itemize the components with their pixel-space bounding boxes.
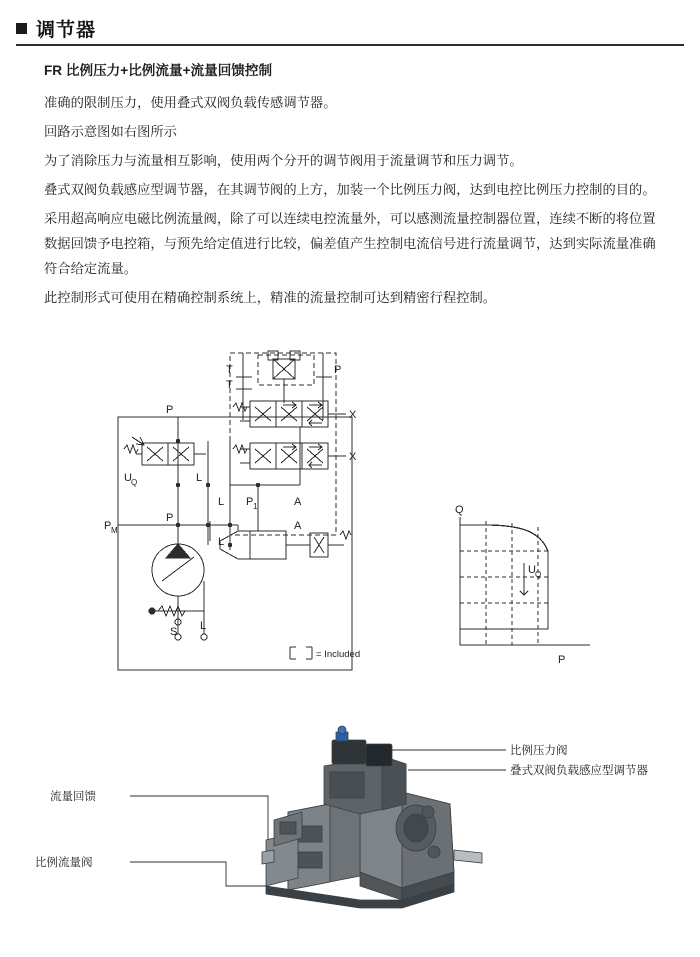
paragraph-2: 回路示意图如右图所示 <box>44 124 177 139</box>
square-bullet-icon <box>16 23 27 34</box>
callout-lines <box>30 700 680 930</box>
hydraulic-schematic <box>100 345 600 695</box>
label-T-top: T <box>226 364 233 376</box>
callout-flow-feedback: 流量回馈 <box>50 791 96 803</box>
label-T-second: T <box>226 379 233 391</box>
paragraph-1: 准确的限制压力，使用叠式双阀负载传感调节器。 <box>44 95 337 110</box>
label-L-a: L <box>196 472 203 484</box>
graph-y-axis-label: Q <box>455 504 464 516</box>
legend-text: = Included <box>316 649 361 660</box>
description-block <box>44 58 656 314</box>
label-P-left: P <box>166 404 174 416</box>
paragraph-4: 叠式双阀负载感应型调节器，在其调节阀的上方，加装一个比例压力阀，达到电控比例压力控制的目的。 <box>44 182 656 197</box>
label-PM-sub: M <box>111 526 118 535</box>
label-P-right: P <box>334 364 342 376</box>
graph-annotation-sub: Q <box>535 570 542 579</box>
callout-stacked-load-sensing-regulator: 叠式双阀负载感应型调节器 <box>510 765 648 777</box>
product-photo-area <box>30 700 680 930</box>
section-heading: FR 比例压力+比例流量+流量回馈控制 <box>44 63 273 78</box>
label-X-lower: X <box>349 451 357 463</box>
callout-proportional-pressure-valve: 比例压力阀 <box>510 745 568 757</box>
page-header <box>0 10 700 46</box>
label-L-d: L <box>200 620 207 632</box>
label-L-c: L <box>218 536 225 548</box>
label-P1: P <box>246 496 254 508</box>
label-P-lower-left: P <box>166 512 174 524</box>
header-divider <box>16 44 684 46</box>
label-L-b: L <box>218 496 225 508</box>
graph-x-axis-label: P <box>558 654 566 666</box>
label-S: S <box>170 626 178 638</box>
graph-annotation: U <box>528 564 536 576</box>
callout-proportional-flow-valve: 比例流量阀 <box>35 857 93 869</box>
label-UQ-sub: Q <box>131 478 138 487</box>
label-UQ: U <box>124 472 132 484</box>
schematic-svg <box>100 345 600 695</box>
label-A-bottom: A <box>294 520 302 532</box>
label-A-top: A <box>294 496 302 508</box>
label-P1-sub: 1 <box>253 502 258 511</box>
label-X-upper: X <box>349 409 357 421</box>
label-PM: P <box>104 520 112 532</box>
page-title: 调节器 <box>36 19 97 41</box>
paragraph-3: 为了消除压力与流量相互影响，使用两个分开的调节阀用于流量调节和压力调节。 <box>44 153 523 168</box>
paragraph-5: 采用超高响应电磁比例流量阀，除了可以连续电控流量外，可以感测流量控制器位置，连续不断的将位置数据回馈予电控箱，与预先给定值进行比较，偏差值产生控制电流信号进行流量调节，达到实际流量准确符合给定流量。 <box>44 211 656 276</box>
paragraph-6: 此控制形式可使用在精确控制系统上，精准的流量控制可达到精密行程控制。 <box>44 290 497 305</box>
